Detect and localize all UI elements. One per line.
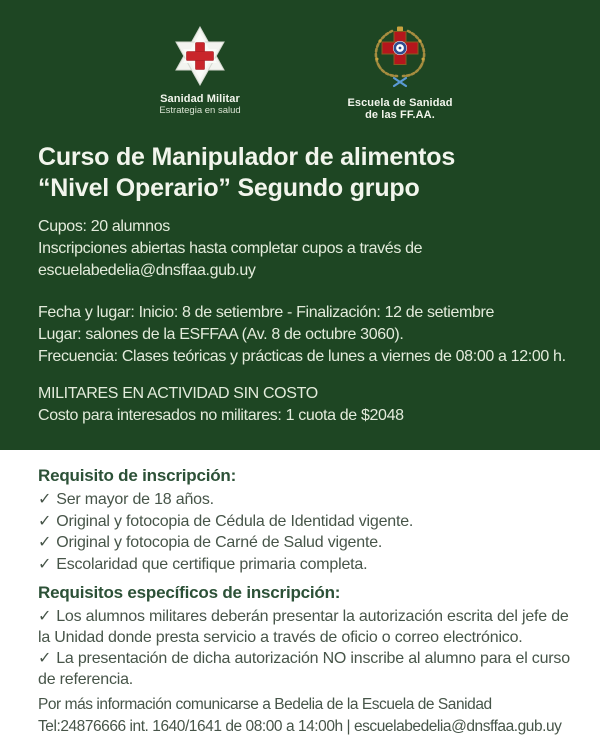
specific-requirement-item-text: La presentación de dicha autorización NO inscribe al alumno para el curso de referencia. <box>38 650 570 688</box>
requirements-section <box>0 450 600 750</box>
schedule-info <box>38 302 594 368</box>
cost-military: MILITARES EN ACTIVIDAD SIN COSTO <box>38 385 318 402</box>
enrollment-info <box>38 216 594 282</box>
requirement-item-text: Original y fotocopia de Cédula de Identidad vigente. <box>56 512 414 530</box>
enrollment-open-text: Inscripciones abiertas hasta completar cupos a través de <box>38 240 423 257</box>
enrollment-email: escuelabedelia@dnsffaa.gub.uy <box>38 262 256 279</box>
sanidad-militar-tagline: Estrategia en salud <box>159 105 241 116</box>
requirement-item <box>38 511 574 533</box>
requirement-item-text: Original y fotocopia de Carné de Salud vigente. <box>56 534 383 551</box>
check-icon: ✓ <box>38 555 52 573</box>
check-icon: ✓ <box>38 534 52 551</box>
logos-row <box>0 26 600 121</box>
escuela-sanidad-name-line1: Escuela de Sanidad <box>347 97 453 109</box>
schedule-dates: Fecha y lugar: Inicio: 8 de setiembre - Finalización: 12 de setiembre <box>38 304 495 321</box>
requirement-item <box>38 532 574 554</box>
requirement-item <box>38 554 574 576</box>
escuela-sanidad-name-line2: de las FF.AA. <box>365 109 435 121</box>
contact-line2: Tel:24876666 int. 1640/1641 de 08:00 a 14:00h | escuelabedelia@dnsffaa.gub.uy <box>38 718 562 735</box>
schedule-location: Lugar: salones de la ESFFAA (Av. 8 de octubre 3060). <box>38 326 404 343</box>
schedule-frequency: Frecuencia: Clases teóricas y prácticas de lunes a viernes de 08:00 a 12:00 h. <box>38 348 566 365</box>
course-title-line1: Curso de Manipulador de alimentos <box>38 143 456 171</box>
contact-line1: Por más información comunicarse a Bedelia de la Escuela de Sanidad <box>38 696 492 713</box>
sanidad-militar-name: Sanidad Militar <box>160 93 240 105</box>
requirement-item <box>38 489 574 511</box>
check-icon: ✓ <box>38 608 52 625</box>
star-cross-icon <box>171 26 229 86</box>
escuela-sanidad-logo <box>320 26 480 121</box>
specific-requirement-item <box>38 606 574 648</box>
course-title-line2: “Nivel Operario” Segundo grupo <box>38 174 420 202</box>
contact-info <box>38 694 574 738</box>
crest-icon <box>367 26 433 88</box>
check-icon: ✓ <box>38 491 52 508</box>
requirement-item-text: Escolaridad que certifique primaria completa. <box>56 555 368 573</box>
cost-info <box>38 383 594 427</box>
requirements-heading: Requisito de inscripción: <box>38 466 237 485</box>
course-title <box>38 142 580 204</box>
requirement-item-text: Ser mayor de 18 años. <box>56 491 214 508</box>
sanidad-militar-logo <box>120 26 280 117</box>
specific-requirements-heading: Requisitos específicos de inscripción: <box>38 583 341 602</box>
cost-civilian: Costo para interesados no militares: 1 cuota de $2048 <box>38 407 404 424</box>
check-icon: ✓ <box>38 650 52 667</box>
specific-requirement-item-text: Los alumnos militares deberán presentar la autorización escrita del jefe de la Unidad donde presta servicio a través de oficio o correo electrónico. <box>38 608 569 646</box>
check-icon: ✓ <box>38 512 52 530</box>
enrollment-capacity: Cupos: 20 alumnos <box>38 218 170 235</box>
specific-requirement-item <box>38 648 574 690</box>
